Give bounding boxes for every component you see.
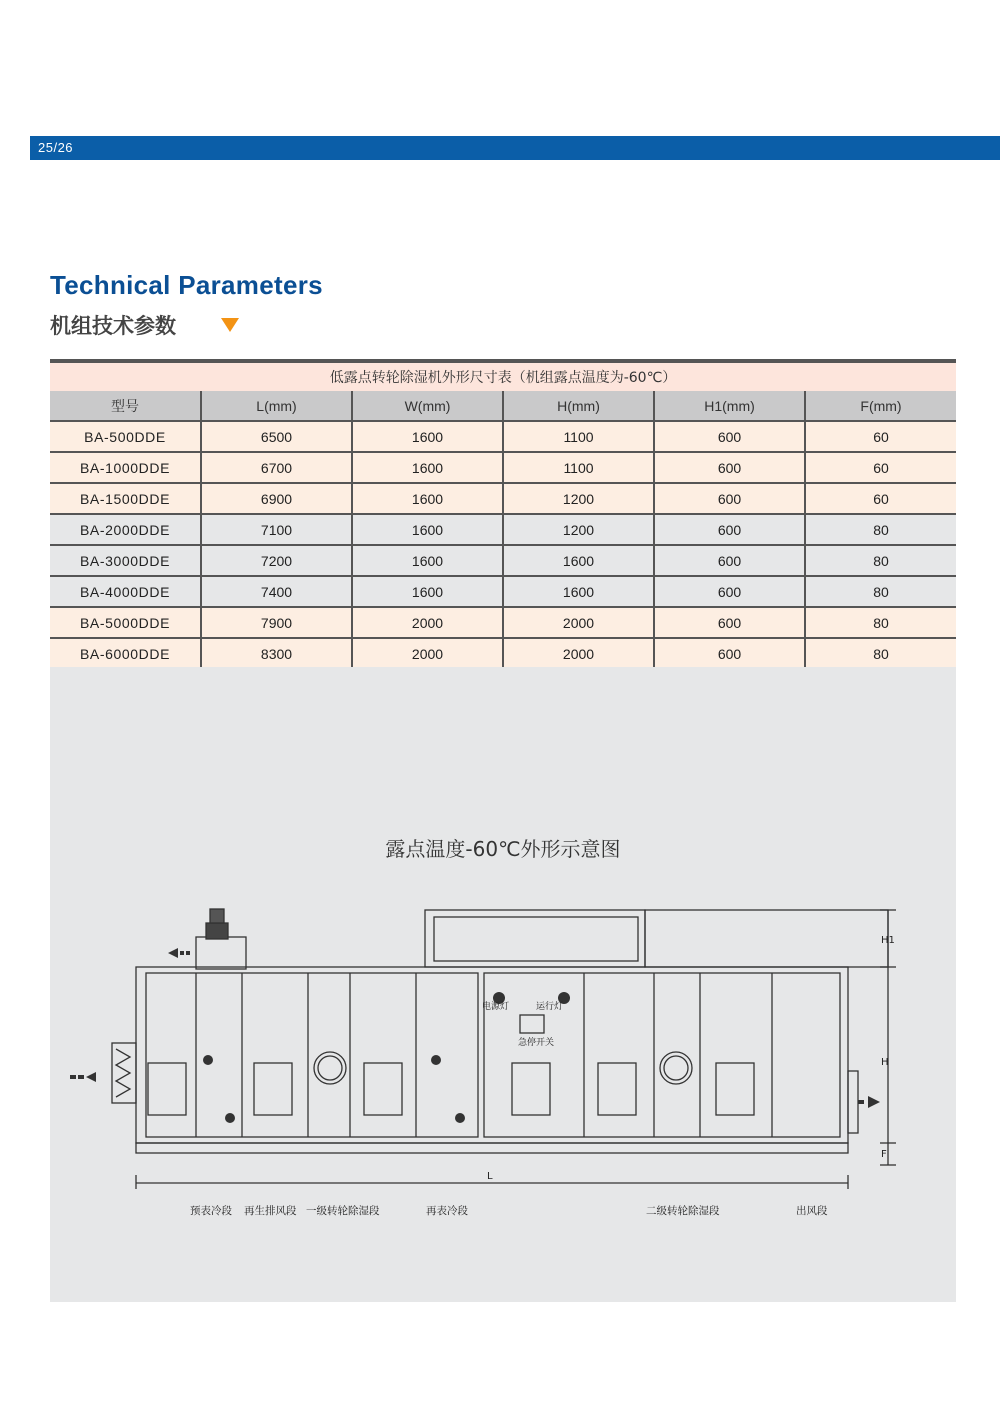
dim-f-label: F [881,1149,887,1160]
dim-h-label: H [881,1057,889,1068]
outlet-arrow-icon [858,1096,880,1108]
table-cell: 1600 [352,576,503,607]
top-banner [30,136,1000,160]
segment-label: 再表冷段 [426,1205,468,1217]
body-right-frame [484,973,840,1137]
table-cell: 1200 [503,483,654,514]
table-cell: 2000 [503,607,654,638]
table-row [50,638,956,668]
table-cell: 600 [654,483,805,514]
column-header: H1(mm) [654,391,805,421]
table-cell: 1100 [503,452,654,483]
power-light-label: 电源灯 [482,1002,510,1012]
drain-icon [225,1113,235,1123]
table-cell: 80 [805,638,956,668]
control-box [520,1015,544,1033]
table-cell: 600 [654,607,805,638]
table-cell: 600 [654,576,805,607]
table-cell: 1600 [352,514,503,545]
table-cell: 2000 [352,607,503,638]
table-cell: BA-2000DDE [50,514,201,545]
section-title-en: Technical Parameters [50,270,323,300]
segment-label: 再生排风段 [244,1205,297,1217]
access-door [148,1063,186,1115]
table-cell: BA-1000DDE [50,452,201,483]
triangle-down-icon [221,318,239,332]
drain-icon [455,1113,465,1123]
page-number: 25/26 [38,140,74,155]
table-cell: 1200 [503,514,654,545]
table-cell: 1600 [503,576,654,607]
table-caption: 低露点转轮除湿机外形尺寸表（机组露点温度为-60℃） [50,363,956,391]
table-cell: 600 [654,421,805,452]
table-row [50,607,956,638]
table-cell: 1100 [503,421,654,452]
fan-motor-top [206,923,228,939]
outlet-flange [848,1071,858,1133]
table-cell: 6900 [201,483,352,514]
table-cell: 7900 [201,607,352,638]
dimension-table [50,359,956,671]
table-cell: 60 [805,421,956,452]
access-door [512,1063,550,1115]
segment-label: 二级转轮除湿段 [646,1205,720,1217]
segment-label: 预表冷段 [190,1205,232,1217]
table-cell: 80 [805,514,956,545]
fan-motor [196,937,246,969]
table-cell: 2000 [503,638,654,668]
column-header: H(mm) [503,391,654,421]
table-row [50,483,956,514]
segment-label: 出风段 [796,1205,828,1217]
table-cell: 600 [654,545,805,576]
table-cell: 7400 [201,576,352,607]
exhaust-arrow-icon [168,948,190,958]
dim-l-label: L [487,1171,493,1182]
table-cell: 600 [654,514,805,545]
base-rail [136,1143,848,1153]
inlet-filter [112,1043,136,1103]
table-cell: 6700 [201,452,352,483]
column-header: F(mm) [805,391,956,421]
table-cell: 1600 [352,421,503,452]
table-cell: 600 [654,452,805,483]
drain-icon [431,1055,441,1065]
table-cell: 7200 [201,545,352,576]
run-light-label: 运行灯 [536,1002,564,1012]
main-body [136,967,848,1143]
table-cell: 1600 [352,545,503,576]
table-cell: 6500 [201,421,352,452]
table-cell: 8300 [201,638,352,668]
table-row [50,514,956,545]
column-header: L(mm) [201,391,352,421]
table-cell: BA-500DDE [50,421,201,452]
access-door [598,1063,636,1115]
column-header: W(mm) [352,391,503,421]
table-cell: BA-3000DDE [50,545,201,576]
table-cell: 600 [654,638,805,668]
table-cell: 80 [805,576,956,607]
viewport [660,1052,692,1084]
fan-motor-cap [210,909,224,923]
outline-figure-panel [50,667,956,1302]
table-cell: BA-1500DDE [50,483,201,514]
viewport [314,1052,346,1084]
top-duct-inner [434,917,638,961]
table-cell: 80 [805,545,956,576]
table-row [50,576,956,607]
table-cell: 1600 [352,452,503,483]
table-cell: BA-5000DDE [50,607,201,638]
top-housing [645,910,888,967]
estop-label: 急停开关 [518,1038,555,1048]
table-row [50,421,956,452]
access-door [364,1063,402,1115]
table-cell: 2000 [352,638,503,668]
drain-icon [203,1055,213,1065]
top-duct [425,910,645,967]
access-door [254,1063,292,1115]
table-cell: 60 [805,452,956,483]
section-title-cn: 机组技术参数 [50,314,176,338]
table-row [50,452,956,483]
table-cell: BA-6000DDE [50,638,201,668]
access-door [716,1063,754,1115]
segment-label: 一级转轮除湿段 [306,1205,380,1217]
table-row [50,545,956,576]
table-cell: 1600 [503,545,654,576]
figure-title: 露点温度-60℃外形示意图 [385,837,621,861]
column-header: 型号 [50,391,201,421]
table-cell: 1600 [352,483,503,514]
inlet-arrow-icon [70,1072,96,1082]
table-cell: 7100 [201,514,352,545]
table-cell: 60 [805,483,956,514]
table-cell: 80 [805,607,956,638]
dim-h1-label: H1 [881,935,895,946]
table-cell: BA-4000DDE [50,576,201,607]
